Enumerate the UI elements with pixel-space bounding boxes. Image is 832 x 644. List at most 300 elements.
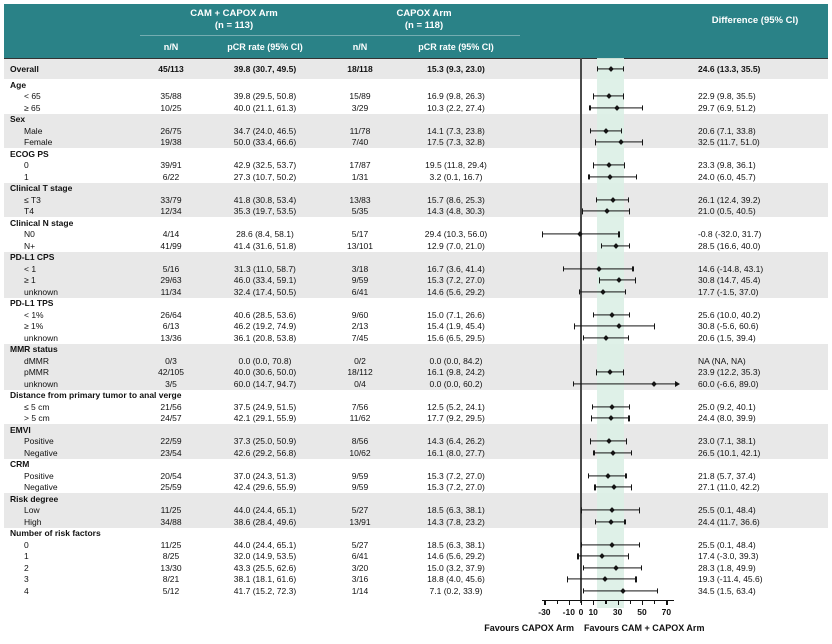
capox-pcr-rate-value: 15.3 (9.3, 23.0)	[427, 63, 485, 74]
forest-plot-cell	[520, 505, 682, 517]
capox-n-n-value: 1/14	[351, 585, 369, 596]
table-row	[4, 378, 828, 390]
cam-n-n-value: 25/59	[160, 482, 182, 492]
subgroup-label: ≥ 1%	[24, 321, 44, 331]
table-row	[4, 286, 828, 298]
subgroup-label: Female	[24, 137, 53, 147]
table-row	[4, 413, 828, 425]
forest-plot-cell	[520, 516, 682, 528]
capox-n-n-value: 10/62	[349, 447, 371, 458]
arm2-header	[328, 8, 520, 33]
subgroup-label: ≤ 5 cm	[24, 401, 50, 412]
subgroup-label: Number of risk factors	[10, 528, 101, 538]
cam-n-n-value: 23/54	[160, 447, 182, 458]
difference-value: 24.6 (13.3, 35.5)	[698, 63, 761, 74]
cam-n-n-value: 35/88	[160, 91, 182, 101]
subgroup-label: Distance from primary tumor to anal verge	[10, 390, 182, 400]
cam-pcr-rate-value: 36.1 (20.8, 53.8)	[233, 332, 297, 343]
cam-pcr-rate-value: 37.3 (25.0, 50.9)	[233, 436, 297, 446]
cam-n-n-value: 6/22	[162, 171, 180, 182]
difference-value: 25.0 (9.2, 40.1)	[698, 401, 756, 412]
table-row	[4, 229, 828, 241]
difference-value: 24.4 (11.7, 36.6)	[698, 516, 760, 527]
subgroup-header-row	[4, 298, 828, 310]
subgroup-label: T4	[24, 206, 34, 216]
axis-tick-label: -30	[538, 607, 551, 617]
cam-n-n-value: 20/54	[160, 470, 182, 481]
subgroup-header-row	[4, 344, 828, 356]
capox-n-n-value: 3/18	[351, 263, 369, 274]
capox-pcr-rate-value: 16.7 (3.6, 41.4)	[427, 263, 485, 274]
forest-plot-cell	[520, 137, 682, 149]
table-row	[4, 574, 828, 586]
capox-pcr-rate-value: 19.5 (11.8, 29.4)	[425, 160, 487, 170]
difference-value: 60.0 (-6.6, 89.0)	[698, 378, 759, 389]
axis-tick	[569, 600, 570, 605]
difference-value: 27.1 (11.0, 42.2)	[698, 482, 760, 492]
cam-n-n-value: 41/99	[160, 240, 182, 251]
forest-plot-cell	[520, 332, 682, 344]
forest-plot-cell	[520, 355, 682, 367]
cam-n-n-value: 34/88	[160, 516, 182, 527]
subgroup-label: Negative	[24, 447, 58, 458]
subgroup-header-row	[4, 217, 828, 229]
capox-n-n-value: 7/45	[351, 332, 369, 343]
table-row	[4, 551, 828, 563]
cam-n-n-value: 6/13	[162, 321, 180, 331]
subgroup-label: PD-L1 TPS	[10, 298, 54, 308]
point-estimate-marker	[600, 289, 606, 295]
capox-pcr-rate-value: 17.7 (9.2, 29.5)	[427, 413, 485, 423]
point-estimate-marker	[608, 66, 614, 72]
axis-tick-label: -10	[562, 607, 575, 617]
axis-tick	[544, 600, 545, 605]
subgroup-label: N+	[24, 240, 36, 251]
point-estimate-marker	[651, 381, 657, 387]
cam-n-n-value: 11/25	[160, 505, 182, 515]
confidence-interval-whisker	[573, 383, 675, 384]
subgroup-label: ECOG PS	[10, 148, 49, 159]
capox-n-n-value: 0/4	[354, 378, 366, 389]
table-row	[4, 367, 828, 379]
forest-plot-cell	[520, 482, 682, 494]
point-estimate-marker	[609, 404, 615, 410]
table-row	[4, 585, 828, 597]
subgroup-label: < 1%	[24, 309, 44, 320]
difference-value: 29.7 (6.9, 51.2)	[698, 102, 756, 113]
capox-pcr-rate-value: 17.5 (7.3, 32.8)	[427, 137, 485, 147]
header-column-row	[4, 36, 828, 58]
table-row	[4, 102, 828, 114]
forest-plot-cell	[520, 539, 682, 551]
subgroup-label: unknown	[24, 378, 59, 389]
point-estimate-marker	[606, 438, 612, 444]
capox-pcr-rate-value: 12.9 (7.0, 21.0)	[427, 240, 485, 251]
forest-plot-cell	[520, 390, 682, 402]
subgroup-label: pMMR	[24, 367, 50, 377]
forest-plot-cell	[520, 459, 682, 471]
favours-right-label: Favours CAM + CAPOX Arm	[584, 623, 705, 633]
forest-plot-cell	[520, 183, 682, 195]
cam-pcr-rate-value: 41.8 (30.8, 53.4)	[233, 194, 297, 205]
cam-n-n-value: 45/113	[158, 63, 184, 74]
cam-pcr-rate-value: 46.0 (33.4, 59.1)	[233, 275, 297, 285]
difference-value: 17.7 (-1.5, 37.0)	[698, 286, 759, 297]
difference-value: 17.4 (-3.0, 39.3)	[698, 551, 759, 561]
capox-pcr-rate-value: 18.8 (4.0, 45.6)	[427, 574, 485, 584]
cam-pcr-rate-value: 42.9 (32.5, 53.7)	[233, 160, 297, 170]
difference-value: NA (NA, NA)	[698, 355, 746, 366]
table-row	[4, 160, 828, 172]
cam-n-n-value: 26/75	[160, 125, 182, 136]
table-row	[4, 137, 828, 149]
cam-pcr-rate-value: 38.6 (28.4, 49.6)	[233, 516, 297, 527]
point-estimate-marker	[616, 277, 622, 283]
forest-plot-cell	[520, 344, 682, 356]
difference-value: 24.4 (8.0, 39.9)	[698, 413, 756, 423]
point-estimate-marker	[613, 243, 619, 249]
cam-pcr-rate-value: 41.7 (15.2, 72.3)	[233, 585, 297, 596]
forest-plot-cell	[520, 470, 682, 482]
capox-pcr-rate-value: 15.3 (7.2, 27.0)	[427, 275, 485, 285]
point-estimate-marker	[603, 128, 609, 134]
capox-n-n-value: 3/20	[351, 562, 369, 573]
capox-n-n-value: 13/101	[347, 240, 373, 251]
capox-n-n-value: 11/78	[349, 125, 371, 136]
forest-plot-cell	[520, 309, 682, 321]
arrow-right-icon	[675, 381, 680, 387]
point-estimate-marker	[606, 93, 612, 99]
cam-n-n-value: 13/36	[160, 332, 182, 343]
capox-pcr-rate-value: 15.0 (3.2, 37.9)	[427, 562, 485, 573]
capox-n-n-value: 6/41	[351, 286, 369, 297]
forest-plot-cell	[520, 286, 682, 298]
capox-pcr-rate-value: 15.0 (7.1, 26.6)	[427, 309, 485, 320]
table-row	[4, 470, 828, 482]
subgroup-label: 4	[24, 585, 29, 596]
capox-pcr-rate-value: 10.3 (2.2, 27.4)	[427, 102, 485, 113]
cam-n-n-value: 3/5	[165, 378, 177, 389]
subgroup-header-row	[4, 252, 828, 264]
cam-pcr-rate-value: 50.0 (33.4, 66.6)	[233, 137, 297, 147]
point-estimate-marker	[599, 553, 605, 559]
cam-pcr-rate-value: 40.0 (21.1, 61.3)	[233, 102, 297, 113]
table-row	[4, 59, 828, 79]
cam-pcr-rate-value: 42.1 (29.1, 55.9)	[233, 413, 297, 423]
subgroup-header-row	[4, 424, 828, 436]
subgroup-label: MMR status	[10, 344, 58, 354]
subgroup-label: unknown	[24, 332, 59, 343]
axis-minor-tick	[630, 600, 631, 604]
capox-n-n-value: 5/27	[351, 539, 369, 550]
difference-value: 28.5 (16.6, 40.0)	[698, 240, 761, 251]
cam-n-n-value: 5/12	[162, 585, 180, 596]
cam-pcr-rate-value: 38.1 (18.1, 61.6)	[233, 574, 297, 584]
forest-plot-cell	[520, 217, 682, 229]
header-arm-row	[4, 4, 828, 36]
forest-plot-cell	[520, 585, 682, 597]
cam-pcr-rate-value: 40.0 (30.6, 50.0)	[233, 367, 297, 377]
capox-n-n-value: 9/60	[351, 309, 369, 320]
point-estimate-marker	[603, 335, 609, 341]
difference-value: 21.0 (0.5, 40.5)	[698, 206, 756, 216]
difference-value: 20.6 (7.1, 33.8)	[698, 125, 756, 136]
point-estimate-marker	[602, 576, 608, 582]
subgroup-label: Positive	[24, 436, 54, 446]
point-estimate-marker	[613, 565, 619, 571]
axis-tick-label: 0	[578, 607, 584, 617]
subgroup-header-row	[4, 114, 828, 126]
capox-n-n-value: 7/56	[351, 401, 369, 412]
difference-value: 25.6 (10.0, 40.2)	[698, 309, 761, 320]
subgroup-header-row	[4, 79, 828, 91]
capox-n-n-value: 7/40	[351, 137, 369, 147]
difference-value: 25.5 (0.1, 48.4)	[698, 539, 756, 550]
col-header-cam-rate: pCR rate (95% CI)	[227, 42, 303, 52]
table-row	[4, 240, 828, 252]
axis-tick-label: 30	[612, 607, 623, 617]
capox-pcr-rate-value: 16.1 (8.0, 27.7)	[427, 447, 485, 458]
forest-plot-cell	[520, 562, 682, 574]
subgroup-header-row	[4, 148, 828, 160]
subgroup-header-row	[4, 528, 828, 540]
forest-plot-cell	[520, 194, 682, 206]
cam-n-n-value: 11/34	[160, 286, 182, 297]
point-estimate-marker	[608, 415, 614, 421]
forest-table-body	[4, 58, 828, 597]
cam-pcr-rate-value: 44.0 (24.4, 65.1)	[233, 539, 297, 550]
cam-pcr-rate-value: 43.3 (25.5, 62.6)	[233, 562, 297, 573]
forest-plot-cell	[520, 160, 682, 172]
forest-plot-cell	[520, 125, 682, 137]
subgroup-label: Age	[10, 79, 27, 90]
capox-n-n-value: 18/118	[347, 63, 373, 74]
point-estimate-marker	[609, 542, 615, 548]
table-row	[4, 436, 828, 448]
subgroup-label: Low	[24, 505, 40, 515]
subgroup-label: > 5 cm	[24, 413, 50, 423]
subgroup-label: CRM	[10, 459, 30, 469]
capox-n-n-value: 5/17	[351, 229, 369, 239]
table-row	[4, 275, 828, 287]
cam-n-n-value: 19/38	[160, 137, 182, 147]
cam-pcr-rate-value: 39.8 (29.5, 50.8)	[233, 91, 297, 101]
arm1-n: (n = 113)	[214, 20, 254, 31]
capox-n-n-value: 18/112	[347, 367, 373, 377]
point-estimate-marker	[614, 105, 620, 111]
axis-tick	[666, 600, 667, 605]
forest-plot-cell	[520, 275, 682, 287]
difference-value: 21.8 (5.7, 37.4)	[698, 470, 756, 481]
cam-pcr-rate-value: 32.4 (17.4, 50.5)	[233, 286, 297, 297]
subgroup-label: EMVI	[10, 424, 31, 435]
axis-tick-label: 10	[588, 607, 598, 617]
table-row	[4, 332, 828, 344]
capox-n-n-value: 5/35	[351, 206, 369, 216]
axis-minor-tick	[605, 600, 606, 604]
table-row	[4, 321, 828, 333]
header-span-underline	[140, 35, 520, 36]
forest-plot-cell	[520, 298, 682, 310]
subgroup-header-row	[4, 390, 828, 402]
capox-pcr-rate-value: 14.3 (7.8, 23.2)	[427, 516, 485, 527]
capox-n-n-value: 13/83	[349, 194, 371, 205]
forest-plot-cell	[520, 229, 682, 241]
capox-pcr-rate-value: 14.3 (6.4, 26.2)	[427, 436, 485, 446]
table-header	[4, 4, 828, 58]
capox-pcr-rate-value: 15.6 (6.5, 29.5)	[427, 332, 485, 343]
capox-n-n-value: 3/16	[351, 574, 369, 584]
subgroup-label: PD-L1 CPS	[10, 252, 55, 262]
cam-n-n-value: 8/21	[162, 574, 180, 584]
cam-n-n-value: 0/3	[165, 355, 177, 366]
subgroup-label: ≥ 1	[24, 275, 36, 285]
point-estimate-marker	[609, 312, 615, 318]
forest-plot-cell	[520, 493, 682, 505]
subgroup-label: < 1	[24, 263, 37, 274]
arm2-n: (n = 118)	[404, 20, 444, 31]
forest-plot-cell	[520, 148, 682, 160]
difference-value: 28.3 (1.8, 49.9)	[698, 562, 756, 573]
table-row	[4, 91, 828, 103]
difference-value: 26.5 (10.1, 42.1)	[698, 447, 761, 458]
cam-pcr-rate-value: 35.3 (19.7, 53.5)	[233, 206, 297, 216]
forest-plot-cell	[520, 413, 682, 425]
cam-pcr-rate-value: 41.4 (31.6, 51.8)	[233, 240, 297, 251]
axis-tick-label: 50	[637, 607, 647, 617]
forest-plot-cell	[520, 252, 682, 264]
table-row	[4, 401, 828, 413]
subgroup-label: unknown	[24, 286, 59, 297]
cam-n-n-value: 4/14	[162, 229, 180, 239]
difference-value: 24.0 (6.0, 45.7)	[698, 171, 756, 182]
cam-pcr-rate-value: 44.0 (24.4, 65.1)	[233, 505, 297, 515]
forest-plot-cell	[520, 447, 682, 459]
difference-value: 22.9 (9.8, 35.5)	[698, 91, 756, 101]
subgroup-label: 1	[24, 551, 29, 561]
forest-plot-cell	[520, 367, 682, 379]
subgroup-header-row	[4, 493, 828, 505]
axis-tick	[618, 600, 619, 605]
cam-n-n-value: 22/59	[160, 436, 182, 446]
forest-plot-cell	[520, 91, 682, 103]
point-estimate-marker	[610, 450, 616, 456]
cam-pcr-rate-value: 0.0 (0.0, 70.8)	[238, 355, 292, 366]
forest-plot-cell	[520, 424, 682, 436]
arm1-header	[140, 8, 328, 33]
table-row	[4, 206, 828, 218]
capox-n-n-value: 5/27	[351, 505, 369, 515]
forest-plot-cell	[520, 551, 682, 563]
cam-n-n-value: 24/57	[160, 413, 182, 423]
cam-n-n-value: 42/105	[158, 367, 184, 377]
difference-value: 23.3 (9.8, 36.1)	[698, 160, 756, 170]
axis-tick	[642, 600, 643, 605]
cam-n-n-value: 39/91	[160, 160, 182, 170]
cam-pcr-rate-value: 32.0 (14.9, 53.5)	[233, 551, 297, 561]
forest-plot-cell	[520, 240, 682, 252]
forest-plot-cell	[520, 102, 682, 114]
difference-value: 23.9 (12.2, 35.3)	[698, 367, 761, 377]
capox-pcr-rate-value: 14.1 (7.3, 23.8)	[427, 125, 485, 136]
capox-pcr-rate-value: 12.5 (5.2, 24.1)	[427, 401, 485, 412]
col-header-capox-rate: pCR rate (95% CI)	[418, 42, 494, 52]
cam-n-n-value: 12/34	[160, 206, 182, 216]
capox-n-n-value: 1/31	[351, 171, 369, 182]
point-estimate-marker	[611, 484, 617, 490]
cam-pcr-rate-value: 31.3 (11.0, 58.7)	[234, 263, 296, 274]
table-row	[4, 505, 828, 517]
col-header-cam-n-n: n/N	[163, 42, 179, 52]
capox-pcr-rate-value: 16.1 (9.8, 24.2)	[427, 367, 485, 377]
subgroup-label: Male	[24, 125, 43, 136]
difference-value: 23.0 (7.1, 38.1)	[698, 436, 756, 446]
subgroup-label: Overall	[10, 63, 39, 74]
subgroup-label: ≤ T3	[24, 194, 41, 205]
capox-n-n-value: 9/59	[351, 470, 369, 481]
point-estimate-marker	[618, 139, 624, 145]
point-estimate-marker	[605, 473, 611, 479]
forest-plot-cell	[520, 401, 682, 413]
axis-tick	[581, 600, 582, 605]
capox-pcr-rate-value: 15.4 (1.9, 45.4)	[427, 321, 485, 331]
cam-pcr-rate-value: 46.2 (19.2, 74.9)	[233, 321, 297, 331]
capox-n-n-value: 0/2	[354, 355, 366, 366]
capox-n-n-value: 9/59	[351, 275, 369, 285]
difference-column-header: Difference (95% CI)	[711, 14, 799, 26]
difference-value: 34.5 (1.5, 63.4)	[698, 585, 756, 596]
point-estimate-marker	[620, 588, 626, 594]
forest-plot-cell	[520, 528, 682, 540]
table-row	[4, 125, 828, 137]
forest-plot-cell	[520, 206, 682, 218]
forest-plot-cell	[520, 171, 682, 183]
subgroup-label: Clinical N stage	[10, 217, 74, 228]
cam-pcr-rate-value: 60.0 (14.7, 94.7)	[233, 378, 297, 389]
cam-n-n-value: 33/79	[160, 194, 182, 205]
subgroup-label: 3	[24, 574, 29, 584]
axis-minor-tick	[654, 600, 655, 604]
difference-value: 14.6 (-14.8, 43.1)	[698, 263, 764, 274]
forest-plot-cell	[520, 436, 682, 448]
capox-pcr-rate-value: 15.3 (7.2, 27.0)	[427, 470, 485, 481]
point-estimate-marker	[604, 208, 610, 214]
col-header-capox-n-n: n/N	[352, 42, 368, 52]
difference-value: -0.8 (-32.0, 31.7)	[698, 229, 762, 239]
axis-minor-tick	[557, 600, 558, 604]
confidence-interval-whisker	[574, 326, 655, 327]
difference-value: 19.3 (-11.4, 45.6)	[698, 574, 763, 584]
difference-value: 30.8 (-5.6, 60.6)	[698, 321, 759, 331]
cam-pcr-rate-value: 42.6 (29.2, 56.8)	[233, 447, 297, 458]
cam-n-n-value: 11/25	[160, 539, 182, 550]
subgroup-header-row	[4, 183, 828, 195]
subgroup-label: N0	[24, 229, 35, 239]
cam-n-n-value: 10/25	[160, 102, 182, 113]
difference-value: 20.6 (1.5, 39.4)	[698, 332, 756, 343]
cam-n-n-value: 8/25	[162, 551, 180, 561]
forest-plot-cell	[520, 59, 682, 79]
capox-pcr-rate-value: 7.1 (0.2, 33.9)	[429, 585, 483, 596]
point-estimate-marker	[609, 507, 615, 513]
cam-pcr-rate-value: 40.6 (28.5, 53.6)	[233, 309, 297, 320]
table-row	[4, 539, 828, 551]
forest-plot-cell	[520, 321, 682, 333]
point-estimate-marker	[608, 519, 614, 525]
subgroup-label: < 65	[24, 91, 41, 101]
forest-plot-cell	[520, 574, 682, 586]
table-row	[4, 263, 828, 275]
